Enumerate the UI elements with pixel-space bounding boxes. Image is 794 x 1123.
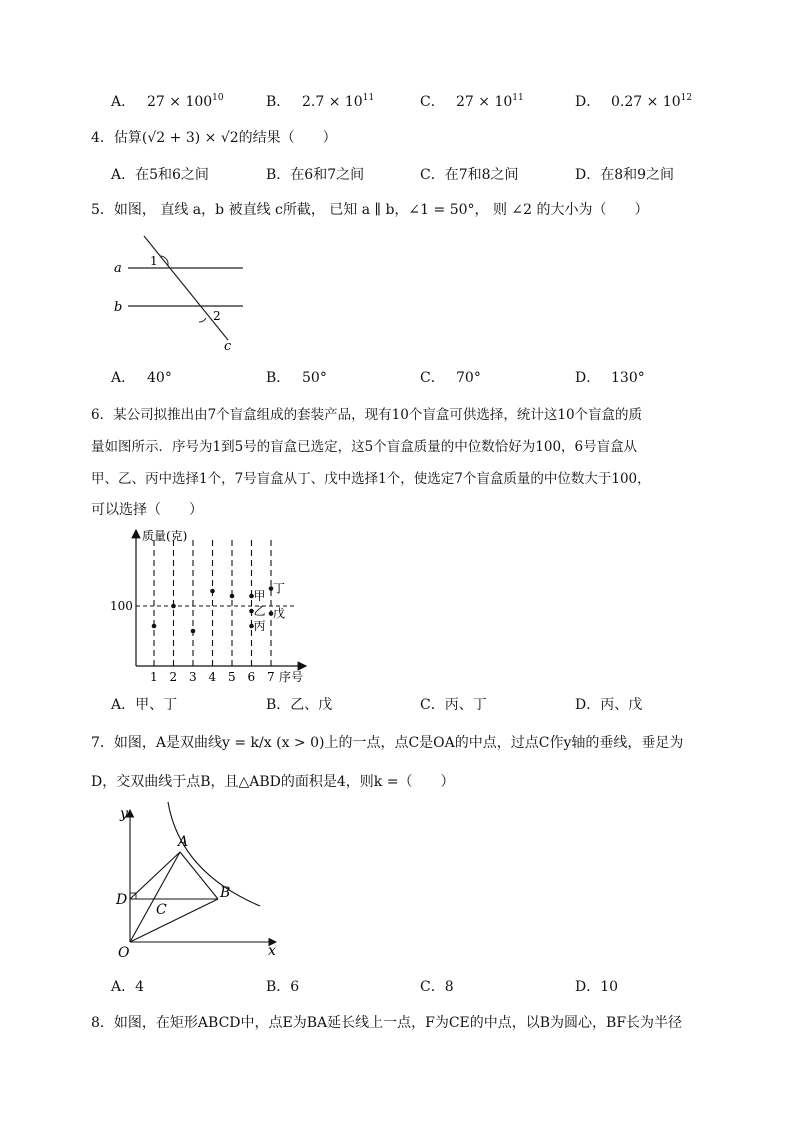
point-label-丙: 丙 [253, 619, 266, 633]
data-point-4 [210, 589, 215, 594]
q5-option-a: A． 40° [111, 370, 172, 386]
q7-stem-line-2: D，交双曲线于点B，且△ABD的面积是4，则k =（ ） [91, 774, 455, 790]
q4-option-c: C．在7和8之间 [420, 167, 519, 183]
x-tick-label-3: 3 [189, 670, 197, 684]
label-c: c [224, 339, 232, 354]
q4-stem: 4．估算(√2 + 3) × √2的结果（ ） [91, 130, 337, 146]
x-tick-label-4: 4 [208, 670, 217, 684]
label-C: C [156, 902, 167, 918]
q5-parallel-lines-figure [108, 232, 248, 354]
data-point-5 [230, 594, 235, 599]
x-tick-label-1: 1 [150, 670, 158, 684]
line-c [144, 236, 228, 340]
q6-option-a: A．甲、丁 [111, 697, 178, 713]
label-a: a [114, 261, 122, 276]
q5-option-b: B． 50° [266, 370, 327, 386]
label-O: O [118, 945, 130, 961]
q5-option-c: C． 70° [420, 370, 481, 386]
q3-option-c: C． $27 \times 10^{11}$ [420, 93, 524, 110]
angle-2-arc [199, 318, 206, 322]
point-label-甲: 甲 [253, 589, 266, 603]
data-point-1 [152, 624, 157, 629]
q4-option-a: A．在5和6之间 [111, 167, 209, 183]
x-axis-label: 序号 [279, 670, 304, 684]
angle-1-label: 1 [150, 254, 158, 268]
x-tick-label-7: 7 [267, 670, 275, 684]
y-axis-label: 质量(克) [142, 529, 188, 543]
y-tick-label-100: 100 [110, 599, 133, 613]
x-tick-label-5: 5 [228, 670, 236, 684]
label-B: B [220, 885, 231, 901]
x-tick-label-6: 6 [247, 670, 256, 684]
label-x: x [268, 943, 276, 959]
q6-stem-line-4: 可以选择（ ） [91, 502, 203, 518]
q7-option-c: C．8 [420, 979, 454, 995]
q6-stem-line-3: 甲、乙、丙中选择1个，7号盲盒从丁、戊中选择1个，使选定7个盲盒质量的中位数大于100， [91, 471, 651, 487]
q7-option-a: A．4 [111, 979, 145, 995]
q3-option-b: B． $2.7 \times 10^{11}$ [266, 93, 375, 110]
q6-option-b: B．乙、戊 [266, 697, 333, 713]
q7-hyperbola-figure [110, 802, 285, 964]
label-b: b [114, 300, 123, 315]
q7-stem-line-1: 7．如图，A是双曲线y = k/x (x > 0)上的一点，点C是OA的中点，过点C作y轴的垂线，垂足为 [91, 735, 684, 751]
label-D: D [116, 892, 128, 908]
segment-OB [130, 899, 218, 942]
q7-option-d: D．10 [575, 979, 619, 995]
point-label-戊: 戊 [273, 606, 286, 621]
q6-stem-line-1: 6．某公司拟推出由7个盲盒组成的套装产品，现有10个盲盒可供选择，统计这10个盲盒的质 [91, 407, 643, 423]
q6-option-d: D．丙、戊 [575, 697, 643, 713]
q6-option-c: C．丙、丁 [420, 697, 487, 713]
q8-stem: 8．如图，在矩形ABCD中，点E为BA延长线上一点，F为CE的中点，以B为圆心，BF长为半径 [91, 1015, 683, 1031]
q4-option-b: B．在6和7之间 [266, 167, 365, 183]
q7-option-b: B．6 [266, 979, 300, 995]
data-point-3 [191, 629, 196, 634]
label-y: y [120, 806, 128, 822]
segment-AB [180, 852, 218, 899]
segment-DA [130, 852, 180, 899]
point-label-乙: 乙 [253, 604, 266, 618]
point-label-丁: 丁 [273, 581, 286, 596]
q6-mass-scatter-chart [104, 526, 314, 688]
q5-stem: 5．如图， 直线 a，b 被直线 c所截， 已知 a ∥ b，∠1 = 50°， 则 ∠2 的大小为（ ） [91, 202, 649, 218]
q3-option-a: A． $27 \times 100^{10}$ [111, 93, 224, 110]
q5-option-d: D． 130° [575, 370, 645, 386]
segment-OA [130, 852, 180, 942]
q4-option-d: D．在8和9之间 [575, 167, 675, 183]
angle-2-label: 2 [213, 309, 221, 323]
q6-stem-line-2: 量如图所示．序号为1到5号的盲盒已选定，这5个盲盒质量的中位数恰好为100，6号盲盒从 [91, 439, 638, 455]
x-tick-label-2: 2 [169, 670, 178, 684]
label-A: A [178, 834, 189, 850]
data-point-2 [171, 604, 176, 609]
q3-option-d: D． $0.27 \times 10^{12}$ [575, 93, 693, 110]
